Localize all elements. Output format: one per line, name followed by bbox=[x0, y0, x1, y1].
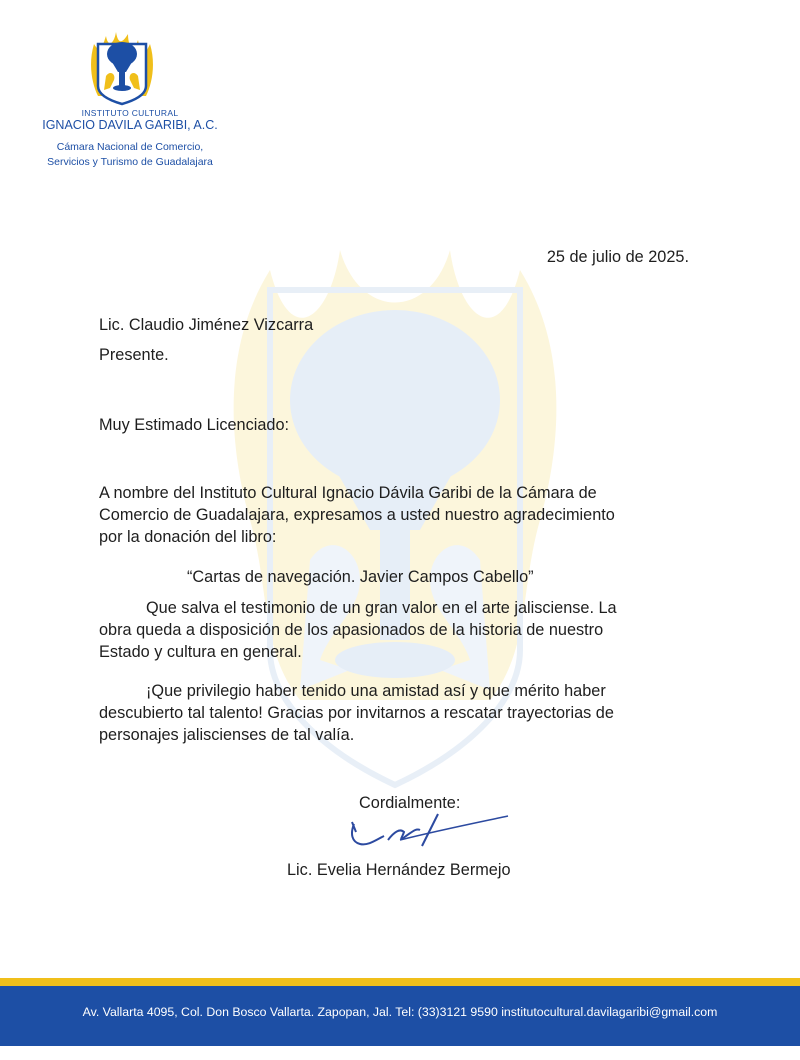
paragraph-1-line: A nombre del Instituto Cultural Ignacio Dávila Garibi de la Cámara de bbox=[99, 484, 597, 502]
paragraph-1 bbox=[99, 482, 615, 548]
book-title: “Cartas de navegación. Javier Campos Cabello” bbox=[187, 568, 534, 586]
letter-date: 25 de julio de 2025. bbox=[546, 248, 689, 266]
institute-name: IGNACIO DAVILA GARIBI, A.C. bbox=[42, 118, 218, 132]
footer-address: Av. Vallarta 4095, Col. Don Bosco Vallarta. Zapopan, Jal. Tel: (33)3121 9590 institutocultural.davilagaribi@gmail.com bbox=[82, 1005, 718, 1019]
signer-name: Lic. Evelia Hernández Bermejo bbox=[287, 861, 511, 879]
paragraph-3-line: personajes jaliscienses de tal valía. bbox=[99, 726, 355, 744]
paragraph-2-line: obra queda a disposición de los apasionados de la historia de nuestro bbox=[99, 621, 604, 639]
paragraph-2-line: Que salva el testimonio de un gran valor en el arte jalisciense. La bbox=[146, 599, 617, 617]
paragraph-2-line: Estado y cultura en general. bbox=[99, 643, 302, 661]
salutation: Muy Estimado Licenciado: bbox=[99, 416, 290, 434]
recipient-name: Lic. Claudio Jiménez Vizcarra bbox=[99, 316, 314, 334]
paragraph-3-line: ¡Que privilegio haber tenido una amistad así y que mérito haber bbox=[146, 682, 606, 700]
chamber-line-2: Servicios y Turismo de Guadalajara bbox=[47, 156, 213, 168]
paragraph-3 bbox=[99, 680, 614, 746]
signature-icon bbox=[340, 806, 510, 856]
paragraph-1-line: Comercio de Guadalajara, expresamos a usted nuestro agradecimiento bbox=[99, 506, 615, 524]
closing: Cordialmente: bbox=[359, 794, 461, 812]
institute-logo-icon bbox=[88, 14, 156, 106]
paragraph-1-line: por la donación del libro: bbox=[99, 528, 277, 546]
footer-stripe bbox=[0, 978, 800, 986]
presente-line: Presente. bbox=[99, 346, 169, 364]
paragraph-2 bbox=[99, 597, 617, 663]
chamber-line-1: Cámara Nacional de Comercio, bbox=[56, 141, 204, 153]
institute-small-label: INSTITUTO CULTURAL bbox=[81, 108, 179, 118]
paragraph-3-line: descubierto tal talento! Gracias por invitarnos a rescatar trayectorias de bbox=[99, 704, 614, 722]
